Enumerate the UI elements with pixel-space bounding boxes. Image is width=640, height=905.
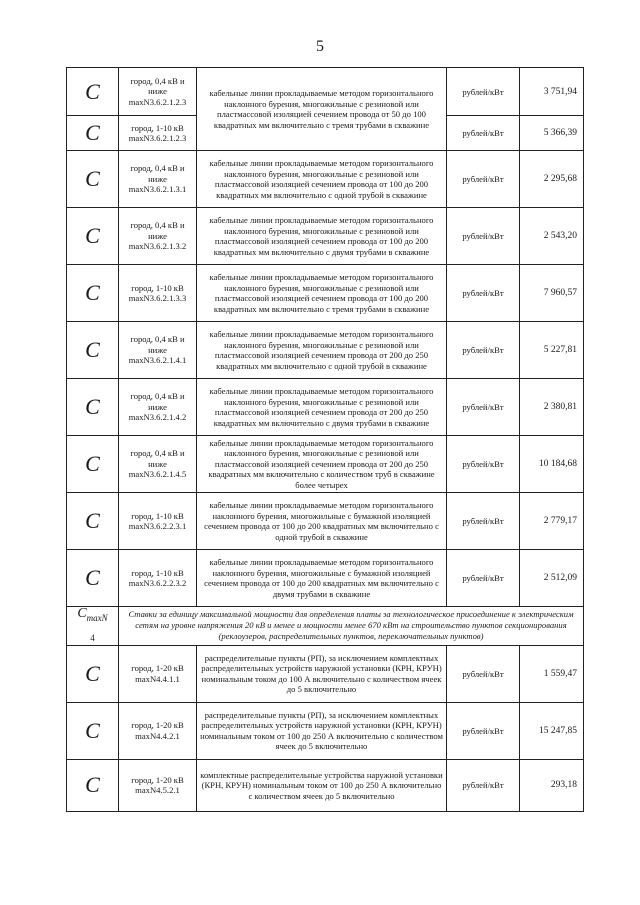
location-cell xyxy=(119,379,197,436)
description-cell: кабельные линии прокладываемые методом горизонтального наклонного бурения, многожильные с резиновой или пластмассовой изоляцией сечением провода от 200 до 250 квадратных мм включительно с двумя трубами в скважине xyxy=(197,379,447,436)
section-header-text: Ставки за единицу максимальной мощности для определения платы за технологическое присоединение к электрическим сетям на уровне напряжения 20 кВ и менее и мощности менее 670 кВт на строительство пунктов секционирования (реклоузеров, распределительных пунктов, переключательных пунктов) xyxy=(119,607,584,646)
description-cell: кабельные линии прокладываемые методом горизонтального наклонного бурения, многожильные с бумажной изоляцией сечением провода от 100 до 200 квадратных мм включительно с двумя трубами в скважине xyxy=(197,550,447,607)
location-text-2: ниже xyxy=(148,458,167,469)
location-text: город, 1-20 кВ xyxy=(131,720,184,731)
rate-symbol: C xyxy=(67,702,119,759)
rate-code: maxN4.4.1.1 xyxy=(135,673,180,684)
table-row xyxy=(67,702,584,759)
location-text: город, 0,4 кВ и xyxy=(130,163,185,174)
value-cell: 7 960,57 xyxy=(520,265,584,322)
rate-code: maxN3.6.2.1.3.2 xyxy=(128,241,187,252)
rate-code: maxN3.6.2.1.3.3 xyxy=(128,293,187,303)
value-cell: 10 184,68 xyxy=(520,436,584,493)
value-cell: 5 227,81 xyxy=(520,322,584,379)
table-row xyxy=(67,759,584,811)
table-row xyxy=(67,379,584,436)
rate-code: maxN3.6.2.1.4.2 xyxy=(128,412,187,423)
rate-code: maxN3.6.2.2.3.2 xyxy=(128,578,187,588)
location-text: город, 1-20 кВ xyxy=(131,774,184,785)
section-symbol-letter: C xyxy=(77,606,87,621)
tariff-table xyxy=(66,67,584,812)
value-cell: 1 559,47 xyxy=(520,645,584,702)
rate-code: maxN3.6.2.1.3.1 xyxy=(128,184,187,195)
rate-code: maxN3.6.2.1.2.3 xyxy=(128,96,187,107)
rate-symbol: C xyxy=(67,322,119,379)
rate-code: maxN3.6.2.1.2.3 xyxy=(128,133,187,143)
rate-symbol: C xyxy=(67,550,119,607)
description-cell: кабельные линии прокладываемые методом горизонтального наклонного бурения, многожильные с резиновой или пластмассовой изоляцией сечением провода от 100 до 200 квадратных мм включительно с одной трубой в скважине xyxy=(197,151,447,208)
value-cell: 2 543,20 xyxy=(520,208,584,265)
location-cell xyxy=(119,322,197,379)
rate-symbol: C xyxy=(67,68,119,116)
description-cell: кабельные линии прокладываемые методом горизонтального наклонного бурения, многожильные с резиновой или пластмассовой изоляцией сечением провода от 100 до 200 квадратных мм включительно с тремя трубами в скважине xyxy=(197,265,447,322)
location-text: город, 1-10 кВ xyxy=(131,567,184,578)
table-row xyxy=(67,645,584,702)
table-row xyxy=(67,151,584,208)
location-cell xyxy=(119,265,197,322)
table-row xyxy=(67,436,584,493)
location-text: город, 1-20 кВ xyxy=(131,663,184,674)
description-cell: распределительные пункты (РП), за исключением комплектных распределительных устройств наружной установки (КРН, КРУН) номинальным током от 100 до 250 А включительно с количеством ячеек до 5 включительно xyxy=(197,702,447,759)
description-cell: кабельные линии прокладываемые методом горизонтального наклонного бурения, многожильные с резиновой или пластмассовой изоляцией сечением провода от 50 до 100 квадратных мм включительно с тремя трубами в скважине xyxy=(197,68,447,151)
page-number: 5 xyxy=(316,38,324,55)
location-cell xyxy=(119,151,197,208)
location-cell xyxy=(119,702,197,759)
table-row xyxy=(67,322,584,379)
location-text: город, 0,4 кВ и xyxy=(130,75,185,86)
unit-cell: рублей/кВт xyxy=(447,68,520,116)
description-cell: кабельные линии прокладываемые методом горизонтального наклонного бурения, многожильные с резиновой или пластмассовой изоляцией сечением провода от 200 до 250 квадратных мм включительно с одной трубой в скважине xyxy=(197,322,447,379)
location-text-2: ниже xyxy=(148,230,167,241)
value-cell: 293,18 xyxy=(520,759,584,811)
value-cell: 2 512,09 xyxy=(520,550,584,607)
unit-cell: рублей/кВт xyxy=(447,759,520,811)
location-cell xyxy=(119,759,197,811)
location-text: город, 1-10 кВ xyxy=(131,282,184,293)
unit-cell: рублей/кВт xyxy=(447,550,520,607)
table-row xyxy=(67,265,584,322)
location-text-2: ниже xyxy=(148,401,167,412)
section-header-row xyxy=(67,607,584,646)
location-cell xyxy=(119,68,197,116)
rate-symbol: C xyxy=(67,759,119,811)
location-cell xyxy=(119,550,197,607)
location-cell xyxy=(119,208,197,265)
location-text-2: ниже xyxy=(148,86,167,97)
location-text: город, 0,4 кВ и xyxy=(130,448,185,459)
location-cell xyxy=(119,436,197,493)
location-text: город, 0,4 кВ и xyxy=(130,334,185,345)
unit-cell: рублей/кВт xyxy=(447,379,520,436)
unit-cell: рублей/кВт xyxy=(447,436,520,493)
rate-code: maxN3.6.2.1.4.5 xyxy=(128,469,187,480)
unit-cell: рублей/кВт xyxy=(447,645,520,702)
value-cell: 5 366,39 xyxy=(520,116,584,151)
value-cell: 2 295,68 xyxy=(520,151,584,208)
unit-cell: рублей/кВт xyxy=(447,702,520,759)
value-cell: 2 380,81 xyxy=(520,379,584,436)
unit-cell: рублей/кВт xyxy=(447,265,520,322)
section-symbol-number: 4 xyxy=(90,632,95,643)
unit-cell: рублей/кВт xyxy=(447,493,520,550)
unit-cell: рублей/кВт xyxy=(447,208,520,265)
value-cell: 15 247,85 xyxy=(520,702,584,759)
unit-cell: рублей/кВт xyxy=(447,116,520,151)
location-text: город, 1-10 кВ xyxy=(131,122,184,133)
rate-symbol: C xyxy=(67,208,119,265)
table-row xyxy=(67,208,584,265)
rate-symbol: C xyxy=(67,265,119,322)
location-cell xyxy=(119,493,197,550)
section-symbol-subscript: maxN xyxy=(86,612,108,623)
description-cell: кабельные линии прокладываемые методом горизонтального наклонного бурения, многожильные с бумажной изоляцией сечением провода от 100 до 200 квадратных мм включительно с одной трубой в скважине xyxy=(197,493,447,550)
rate-symbol: C xyxy=(67,645,119,702)
location-text-2: ниже xyxy=(148,173,167,184)
location-text: город, 0,4 кВ и xyxy=(130,391,185,402)
unit-cell: рублей/кВт xyxy=(447,322,520,379)
rate-symbol: C xyxy=(67,151,119,208)
value-cell: 3 751,94 xyxy=(520,68,584,116)
rate-symbol: C xyxy=(67,493,119,550)
rate-symbol: C xyxy=(67,116,119,151)
rate-symbol: C xyxy=(67,436,119,493)
description-cell: кабельные линии прокладываемые методом горизонтального наклонного бурения, многожильные с резиновой или пластмассовой изоляцией сечением провода от 200 до 250 квадратных мм включительно с количеством труб в скважине более четырех xyxy=(197,436,447,493)
table-row xyxy=(67,550,584,607)
rate-symbol: C xyxy=(67,379,119,436)
description-cell: распределительные пункты (РП), за исключением комплектных распределительных устройств наружной установки (КРН, КРУН) номинальным током до 100 А включительно с количеством ячеек до 5 включительно xyxy=(197,645,447,702)
table-row xyxy=(67,493,584,550)
section-symbol xyxy=(67,607,119,646)
rate-code: maxN3.6.2.2.3.1 xyxy=(128,521,187,531)
value-cell: 2 779,17 xyxy=(520,493,584,550)
rate-code: maxN4.5.2.1 xyxy=(135,785,180,796)
description-cell: кабельные линии прокладываемые методом горизонтального наклонного бурения, многожильные с резиновой или пластмассовой изоляцией сечением провода от 100 до 200 квадратных мм включительно с двумя трубами в скважине xyxy=(197,208,447,265)
rate-code: maxN4.4.2.1 xyxy=(135,730,180,741)
description-cell: комплектные распределительные устройства наружной установки (КРН, КРУН) номинальным током от 100 до 250 А включительно с количеством ячеек до 5 включительно xyxy=(197,759,447,811)
unit-cell: рублей/кВт xyxy=(447,151,520,208)
location-text-2: ниже xyxy=(148,344,167,355)
rate-code: maxN3.6.2.1.4.1 xyxy=(128,355,187,366)
location-text: город, 0,4 кВ и xyxy=(130,220,185,231)
location-cell xyxy=(119,645,197,702)
table-row xyxy=(67,68,584,116)
location-cell xyxy=(119,116,197,151)
location-text: город, 1-10 кВ xyxy=(131,510,184,521)
